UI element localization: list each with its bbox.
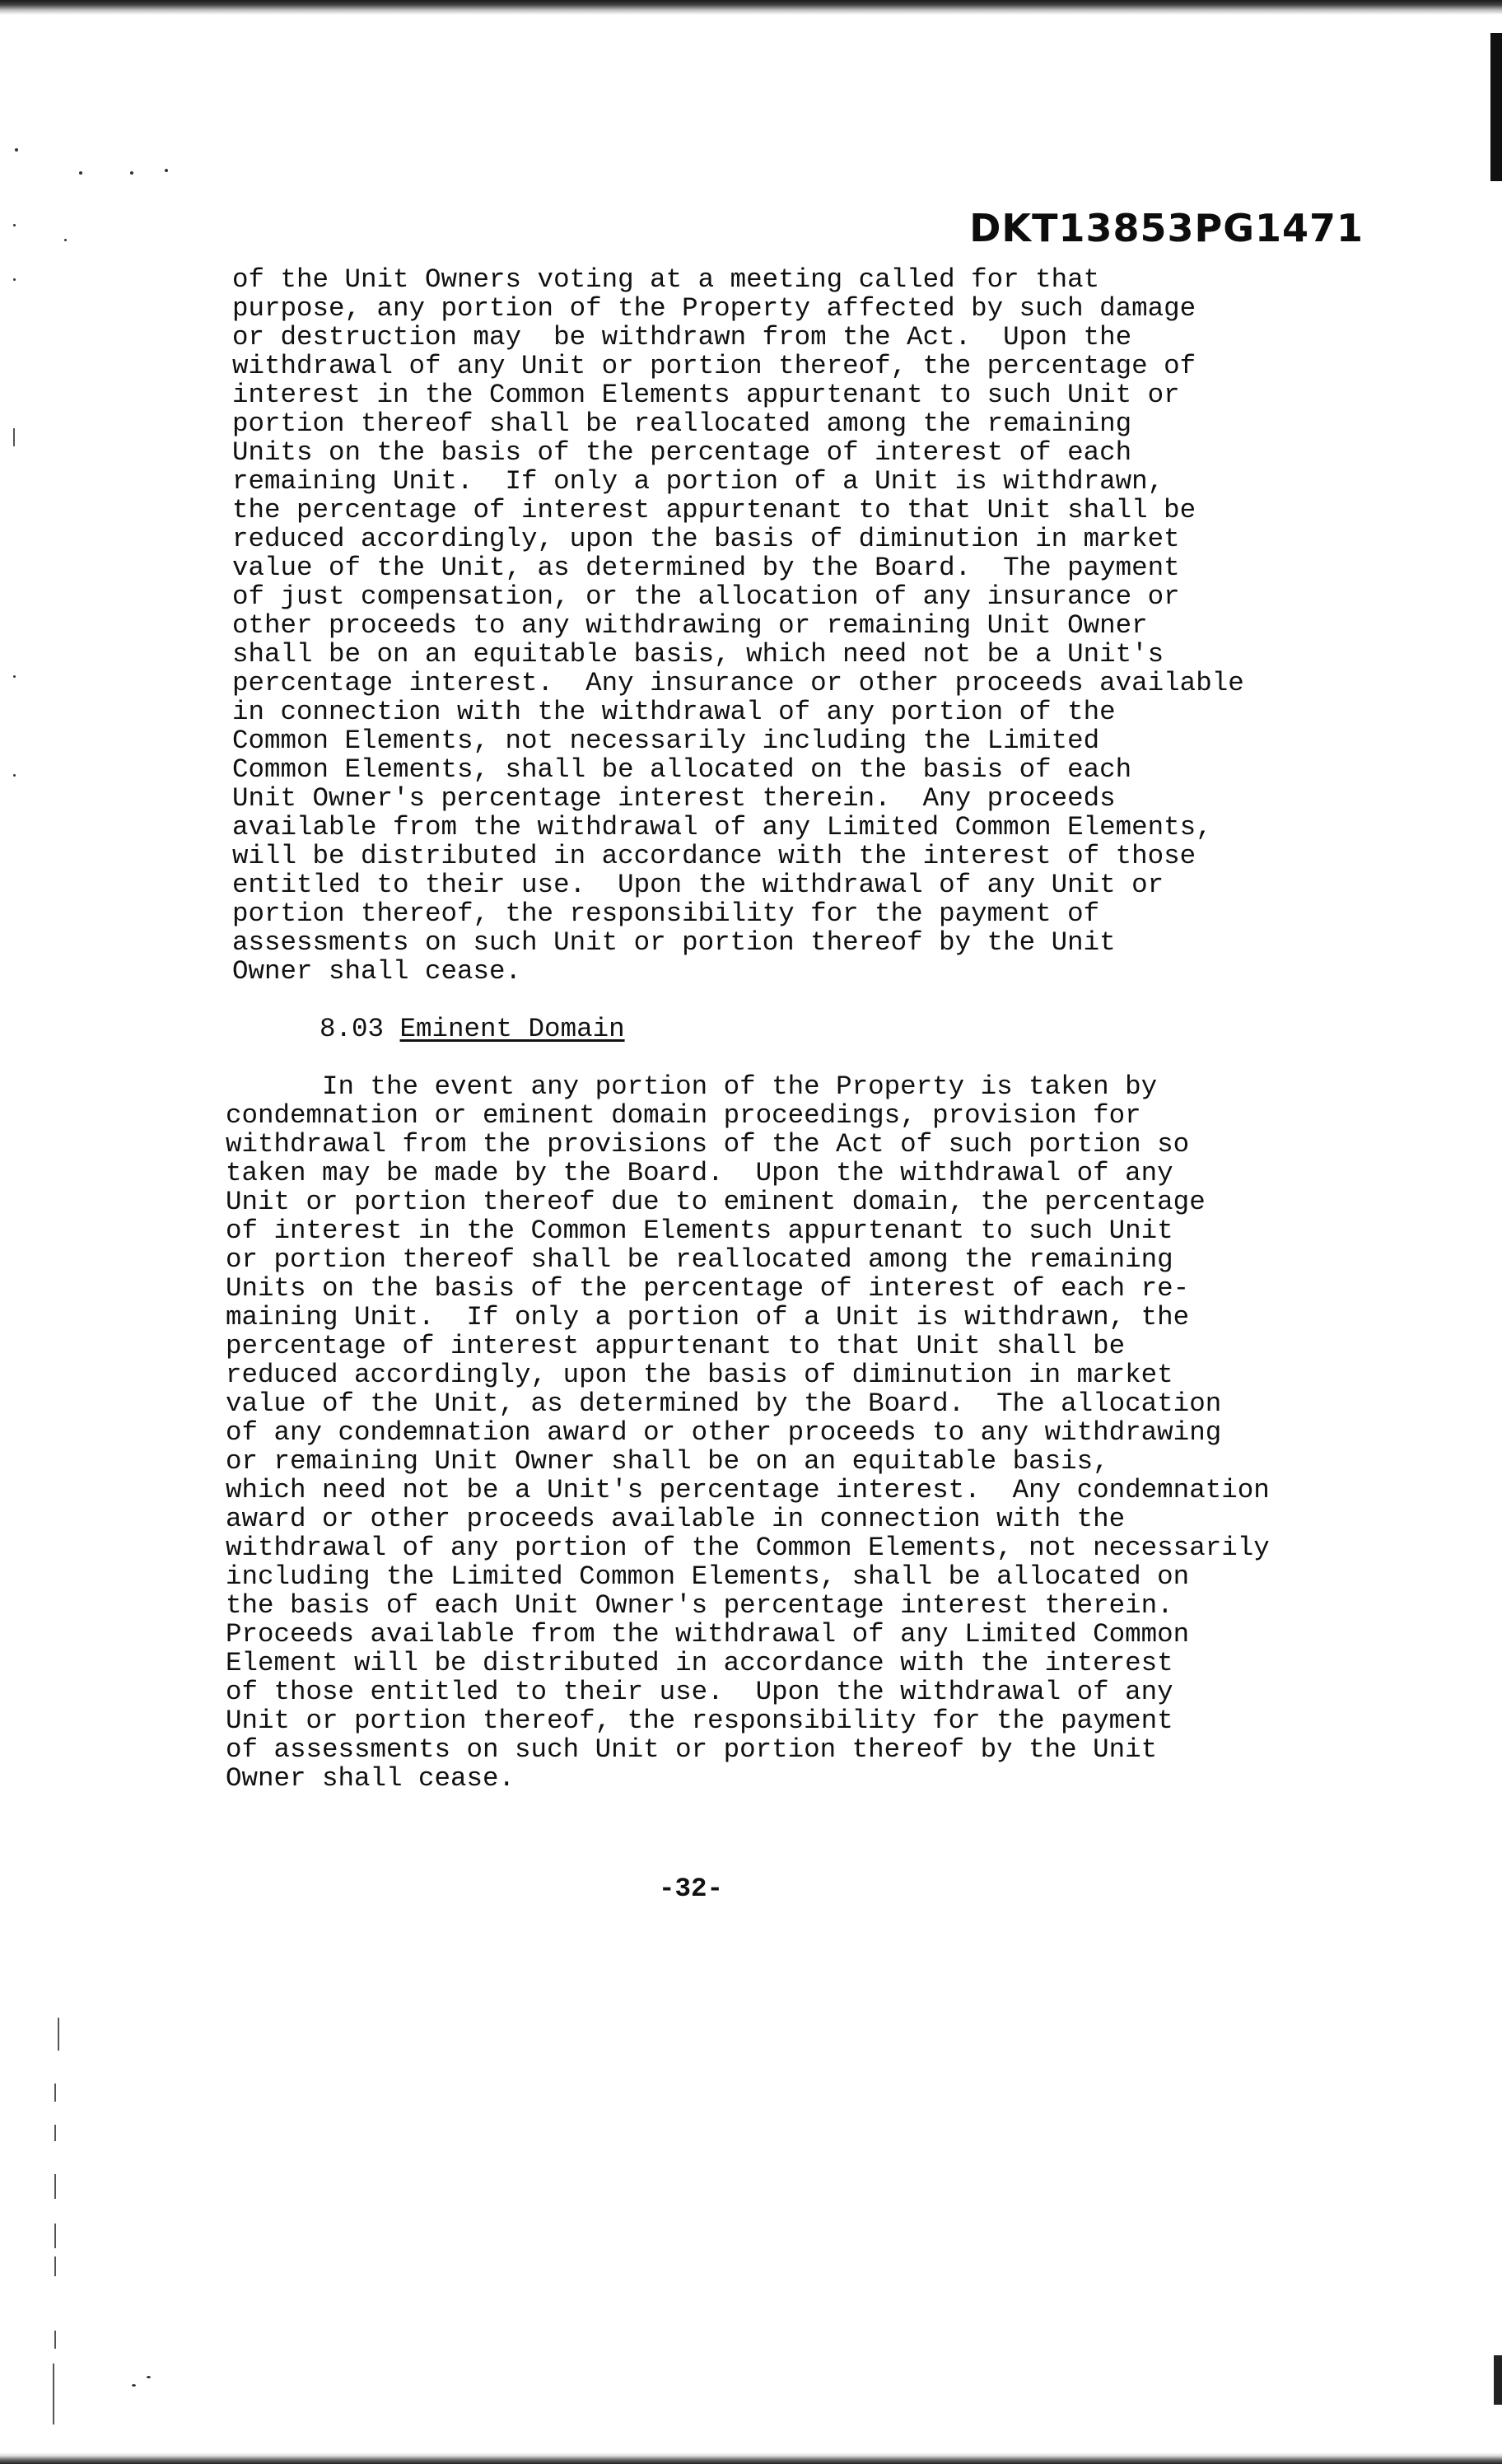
text-line: of assessments on such Unit or portion thereof by the Unit	[226, 1734, 1158, 1765]
text-line: percentage of interest appurtenant to that Unit shall be	[226, 1331, 1126, 1361]
text-line: or remaining Unit Owner shall be on an equitable basis,	[226, 1446, 1109, 1477]
text-line: of just compensation, or the allocation of any insurance or	[232, 581, 1180, 612]
scan-mark	[54, 2224, 56, 2248]
eminent-domain-paragraph	[226, 1072, 1395, 1793]
text-line: reduced accordingly, upon the basis of diminution in market	[226, 1360, 1173, 1390]
section-title: Eminent Domain	[399, 1014, 625, 1044]
scan-mark	[58, 2018, 59, 2051]
text-line: Common Elements, not necessarily including the Limited	[232, 726, 1100, 756]
scan-mark	[53, 2364, 54, 2424]
text-line: Owner shall cease.	[232, 956, 522, 987]
scan-speck	[64, 239, 67, 241]
text-line: maining Unit. If only a portion of a Unit is withdrawn, the	[226, 1302, 1190, 1332]
scan-speck	[13, 224, 16, 226]
continued-paragraph	[232, 265, 1402, 986]
text-line: the basis of each Unit Owner's percentage interest therein.	[226, 1590, 1173, 1621]
text-line: purpose, any portion of the Property affected by such damage	[232, 293, 1196, 324]
text-line: of any condemnation award or other proceeds to any withdrawing	[226, 1417, 1222, 1448]
scan-speck	[13, 774, 16, 777]
text-line: or portion thereof shall be reallocated among the remaining	[226, 1244, 1173, 1275]
text-line: withdrawal of any Unit or portion thereof, the percentage of	[232, 351, 1196, 381]
text-line: other proceeds to any withdrawing or remaining Unit Owner	[232, 610, 1148, 641]
scan-speck	[79, 171, 82, 175]
text-line: entitled to their use. Upon the withdrawal of any Unit or	[232, 870, 1164, 900]
text-line: portion thereof shall be reallocated among the remaining	[232, 408, 1132, 439]
section-heading	[320, 1015, 625, 1043]
text-line: condemnation or eminent domain proceedings, provision for	[226, 1100, 1141, 1131]
text-line: interest in the Common Elements appurtenant to such Unit or	[232, 380, 1180, 410]
section-number: 8.03	[320, 1014, 385, 1044]
text-line: value of the Unit, as determined by the Board. The payment	[232, 553, 1180, 583]
text-line: Units on the basis of the percentage of interest of each	[232, 437, 1132, 468]
text-line: the percentage of interest appurtenant to that Unit shall be	[232, 495, 1196, 525]
text-line: reduced accordingly, upon the basis of diminution in market	[232, 524, 1180, 554]
text-line: Unit or portion thereof due to eminent domain, the percentage	[226, 1187, 1206, 1217]
scan-top-edge	[0, 0, 1502, 15]
text-line: In the event any portion of the Property is taken by	[226, 1071, 1158, 1102]
text-line: of the Unit Owners voting at a meeting called for that	[232, 264, 1100, 295]
scan-speck	[165, 169, 168, 172]
text-line: portion thereof, the responsibility for the payment of	[232, 898, 1100, 929]
text-line: which need not be a Unit's percentage interest. Any condemnation	[226, 1475, 1270, 1505]
scan-right-edge-mark-lower	[1494, 2355, 1502, 2405]
scan-speck	[15, 148, 18, 152]
text-line: of interest in the Common Elements appurtenant to such Unit	[226, 1216, 1173, 1246]
text-line: percentage interest. Any insurance or other proceeds available	[232, 668, 1244, 698]
text-line: withdrawal from the provisions of the Act of such portion so	[226, 1129, 1190, 1160]
scan-speck	[13, 278, 16, 281]
text-line: Units on the basis of the percentage of interest of each re-	[226, 1273, 1190, 1304]
text-line: in connection with the withdrawal of any portion of the	[232, 697, 1116, 727]
scan-mark	[13, 428, 15, 446]
scan-speck	[13, 675, 16, 678]
text-line: shall be on an equitable basis, which need not be a Unit's	[232, 639, 1164, 670]
text-line: Unit Owner's percentage interest therein. Any proceeds	[232, 783, 1116, 814]
text-line: Owner shall cease.	[226, 1763, 515, 1794]
text-line: Unit or portion thereof, the responsibility for the payment	[226, 1706, 1173, 1736]
text-line: remaining Unit. If only a portion of a Unit is withdrawn,	[232, 466, 1164, 497]
scan-speck	[130, 171, 133, 175]
text-line: taken may be made by the Board. Upon the withdrawal of any	[226, 1158, 1173, 1188]
scan-mark	[54, 2174, 56, 2199]
scan-bottom-edge	[0, 2452, 1502, 2464]
scan-speck	[147, 2376, 151, 2378]
text-line: Proceeds available from the withdrawal of any Limited Common	[226, 1619, 1190, 1650]
scan-mark	[54, 2125, 56, 2141]
text-line: award or other proceeds available in connection with the	[226, 1504, 1126, 1534]
text-line: or destruction may be withdrawn from the Act. Upon the	[232, 322, 1132, 352]
text-line: assessments on such Unit or portion thereof by the Unit	[232, 927, 1116, 958]
scan-mark	[54, 2256, 56, 2276]
text-line: available from the withdrawal of any Limited Common Elements,	[232, 812, 1212, 842]
scan-mark	[54, 2084, 56, 2102]
scan-speck	[132, 2384, 136, 2387]
text-line: including the Limited Common Elements, shall be allocated on	[226, 1561, 1190, 1592]
scan-right-edge-mark	[1490, 33, 1502, 181]
page-number: -32-	[659, 1874, 724, 1904]
book-page-stamp: DKT13853PG1471	[969, 206, 1364, 250]
text-line: Element will be distributed in accordance with the interest	[226, 1648, 1173, 1678]
text-line: value of the Unit, as determined by the Board. The allocation	[226, 1388, 1222, 1419]
text-line: of those entitled to their use. Upon the withdrawal of any	[226, 1677, 1173, 1707]
text-line: withdrawal of any portion of the Common Elements, not necessarily	[226, 1533, 1270, 1563]
text-line: will be distributed in accordance with the interest of those	[232, 841, 1196, 871]
text-line: Common Elements, shall be allocated on the basis of each	[232, 754, 1132, 785]
scan-mark	[54, 2331, 56, 2349]
